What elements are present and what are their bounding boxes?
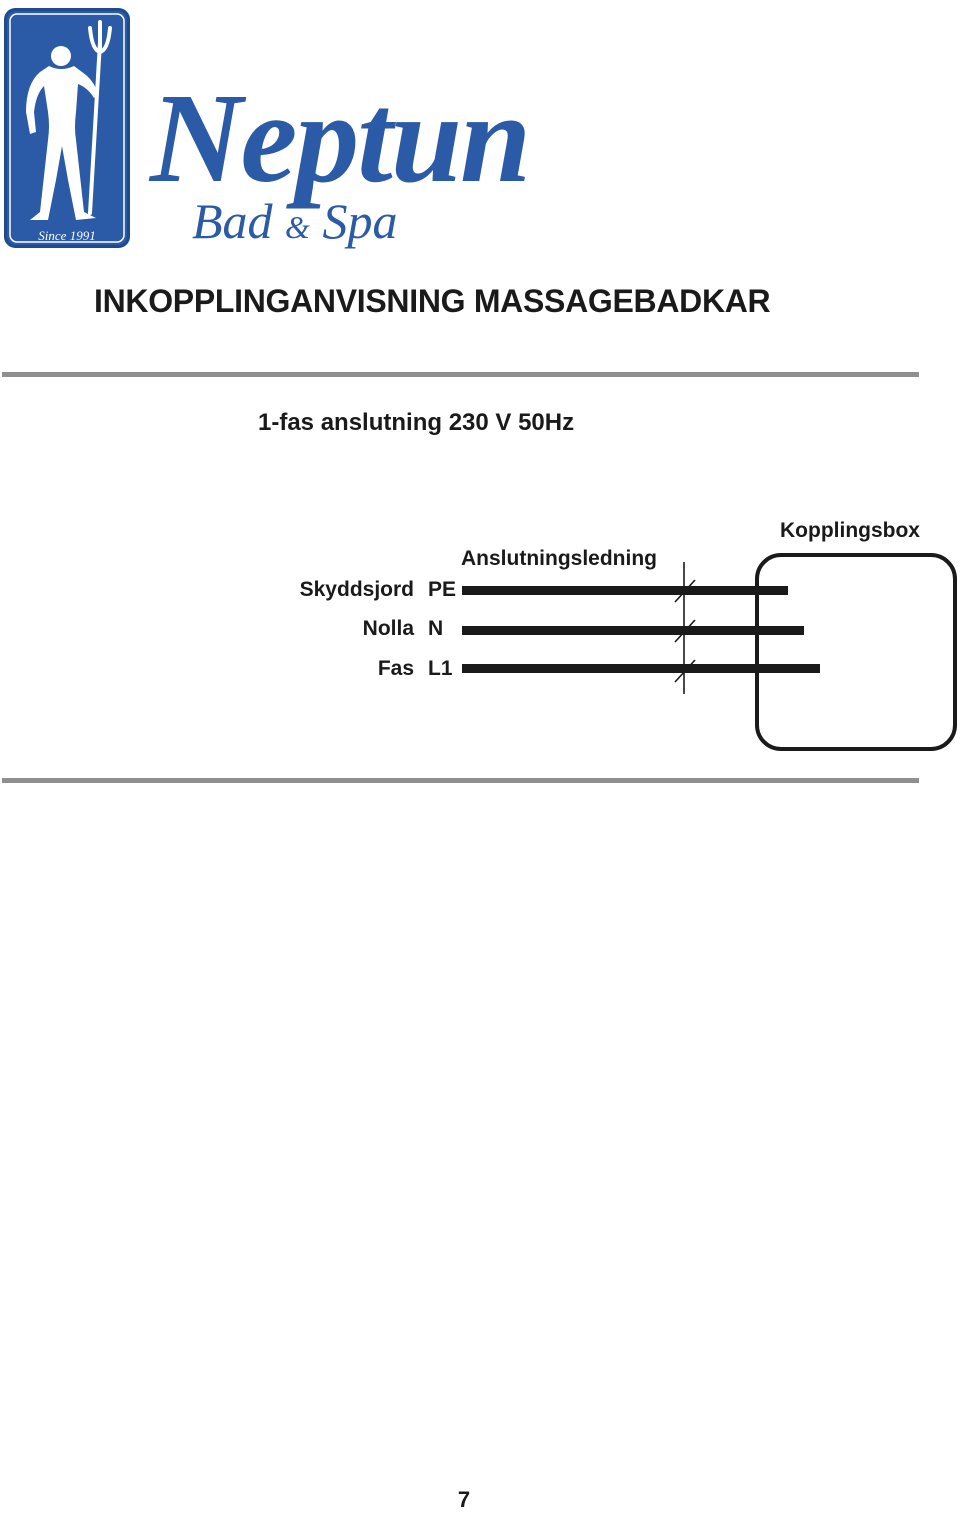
wire-name-n: Nolla: [362, 617, 414, 640]
wire-code-l1: L1: [428, 657, 453, 680]
logo-since-text: Since 1991: [38, 228, 96, 243]
bottom-divider: [2, 778, 919, 783]
neptune-trident-figure-icon: [4, 8, 130, 248]
connection-subtitle: 1-fas anslutning 230 V 50Hz: [258, 409, 575, 436]
logo-tagline-amp: &: [285, 209, 310, 245]
cable-label: Anslutningsledning: [461, 547, 657, 570]
wire-pe: [462, 586, 788, 595]
logo-badge: [4, 8, 130, 248]
wire-code-n: N: [428, 617, 444, 640]
wire-name-pe: Skyddsjord: [299, 578, 414, 601]
wire-n: [462, 626, 804, 635]
page-number: 7: [457, 1487, 471, 1512]
logo-tagline: [192, 193, 398, 249]
wire-code-pe: PE: [428, 578, 457, 601]
cable-break-marks: [665, 560, 705, 700]
top-divider: [2, 372, 919, 377]
page-title: INKOPPLINGANVISNING MASSAGEBADKAR: [94, 283, 771, 319]
junction-box-label: Kopplingsbox: [780, 519, 920, 542]
logo-tagline-spa: Spa: [322, 193, 398, 249]
wire-name-l1: Fas: [377, 657, 414, 680]
logo-brand-text: Neptun: [150, 67, 530, 209]
junction-box: [755, 553, 957, 751]
logo-tagline-bad: Bad: [192, 193, 273, 249]
